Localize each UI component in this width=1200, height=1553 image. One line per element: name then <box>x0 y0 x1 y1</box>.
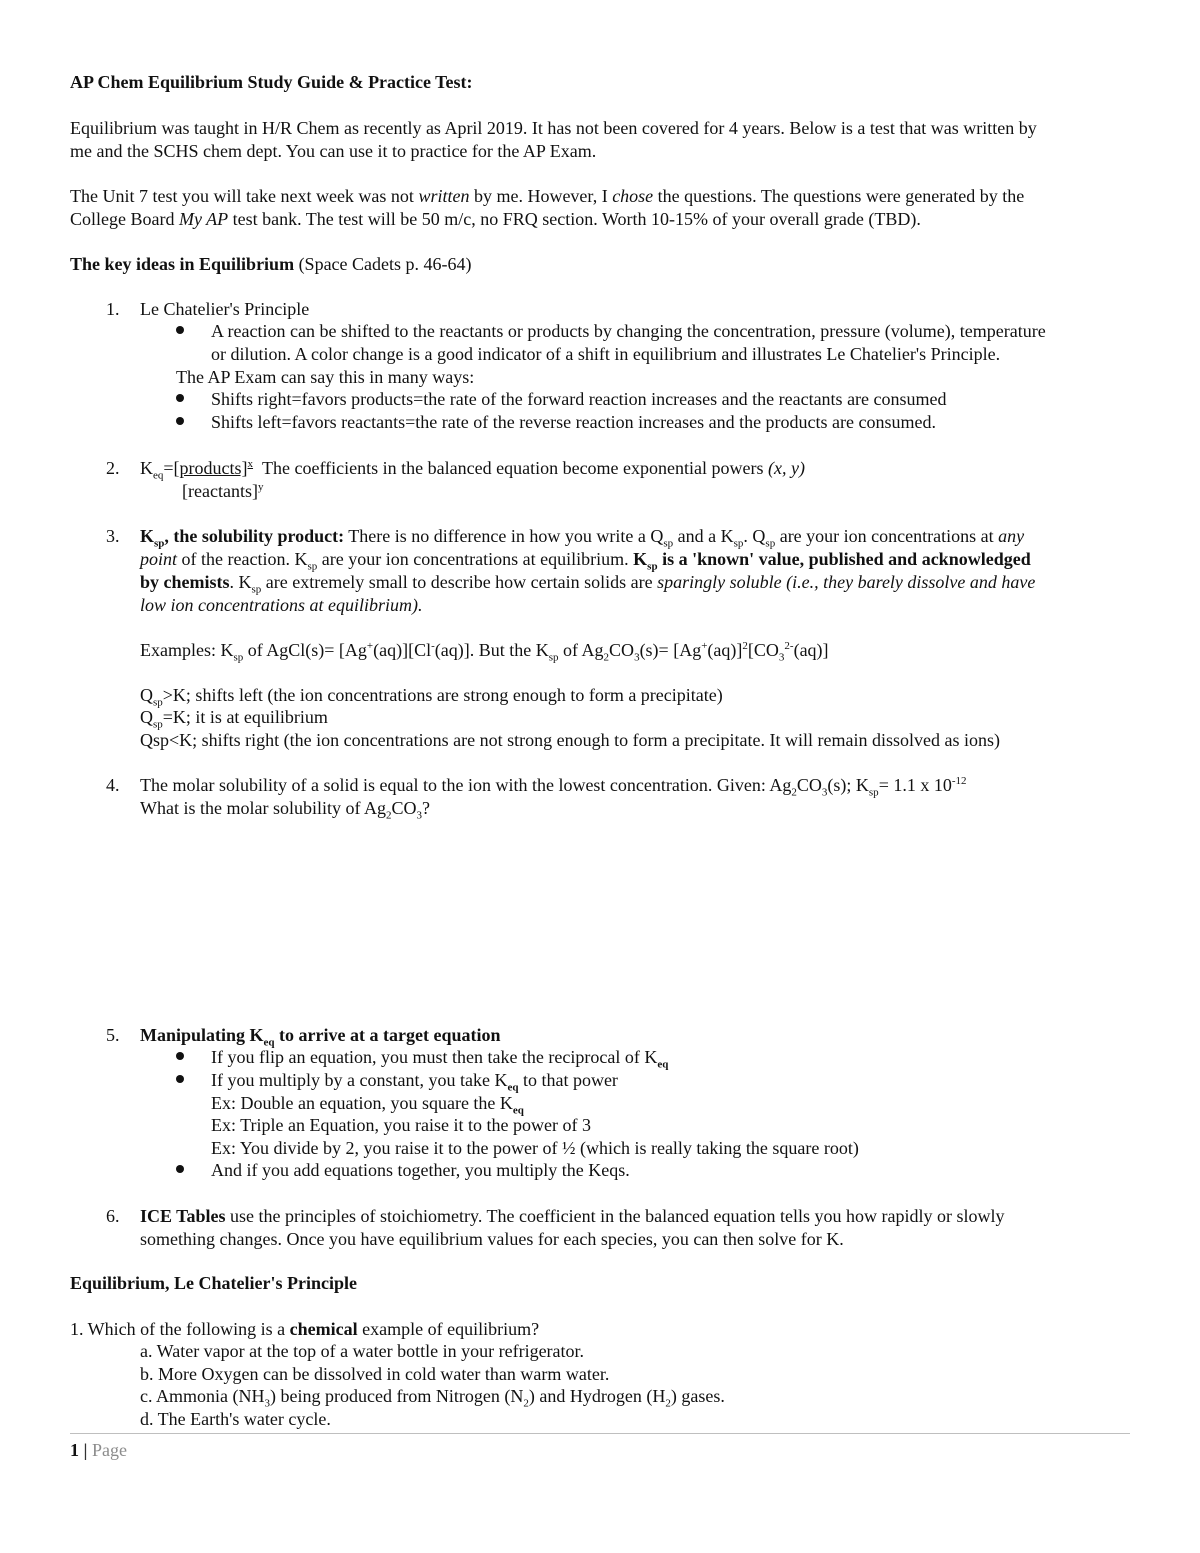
item-4-line-1: The molar solubility of a solid is equal to the ion with the lowest concentration. Given: $Ag_2CO_3(s)$; $K_{sp}= 1.1$ x $10^{-12}$ <box>140 775 967 799</box>
question-1-choice-d: d. The Earth's water cycle. <box>140 1409 331 1429</box>
item-2-number: 2. <box>106 458 120 478</box>
item-1-title: Le Chatelier's Principle <box>140 299 310 319</box>
item-2-keq-formula: $K_{eq}=[products]^x$ The coefficients in the balanced equation become exponential powers (x, y) <box>140 458 805 482</box>
item-5-bullet-2: If you multiply by a constant, you take $K_{eq}$ to that power <box>211 1070 618 1094</box>
item-3-line-1: $K_{sp}$, the solubility product: There is no difference in how you write a $Q_{sp}$ and a $K_{sp}$. $Q_{sp}$ are your ion concentrations at any <box>140 526 1025 550</box>
bullet-icon <box>176 1075 184 1083</box>
item-5-bullet-1: If you flip an equation, you must then take the reciprocal of $K_{eq}$ <box>211 1047 669 1071</box>
intro-paragraph-2-line-1: The Unit 7 test you will take next week was not written by me. However, I chose the questions. The questions were generated by the <box>70 186 1025 206</box>
intro-paragraph-1-line-1: Equilibrium was taught in H/R Chem as recently as April 2019. It has not been covered for 4 years. Below is a test that was written by <box>70 118 1037 138</box>
document-title: AP Chem Equilibrium Study Guide & Practice Test: <box>70 72 473 92</box>
intro-paragraph-2-line-2: College Board My AP test bank. The test will be 50 m/c, no FRQ section. Worth 10-15% of your overall grade (TBD). <box>70 209 921 229</box>
item-1-bullet-1-line-2: or dilution. A color change is a good indicator of a shift in equilibrium and illustrates Le Chatelier's Principle. <box>211 344 1001 364</box>
question-1-choice-a: a. Water vapor at the top of a water bottle in your refrigerator. <box>140 1341 585 1361</box>
item-3-line-3: by chemists. $K_{sp}$ are extremely small to describe how certain solids are sparingly soluble (i.e., they barely dissolve and have <box>140 572 1036 596</box>
bullet-icon <box>176 1165 184 1173</box>
bullet-icon <box>176 326 184 334</box>
intro-paragraph-1-line-2: me and the SCHS chem dept. You can use it to practice for the AP Exam. <box>70 141 597 161</box>
item-1-bullet-1-line-1: A reaction can be shifted to the reactants or products by changing the concentration, pressure (volume), temperature <box>211 321 1046 341</box>
item-5-title: Manipulating $K_{eq}$ to arrive at a target equation <box>140 1025 501 1049</box>
item-5-example-1: Ex: Double an equation, you square the $K_{eq}$ <box>211 1093 524 1117</box>
item-3-line-2: point of the reaction. $K_{sp}$ are your ion concentrations at equilibrium. $K_{sp}$ is a 'known' value, published and acknowledged <box>140 549 1031 573</box>
item-1-ap-exam-line: The AP Exam can say this in many ways: <box>176 367 475 387</box>
item-3-number: 3. <box>106 526 120 546</box>
item-1-bullet-2: Shifts right=favors products=the rate of the forward reaction increases and the reactants are consumed <box>211 389 947 409</box>
question-1-choice-b: b. More Oxygen can be dissolved in cold water than warm water. <box>140 1364 610 1384</box>
item-3-examples: Examples: $K_{sp}$ of AgCl(s)= [Ag+(aq)][Cl-(aq)]. But the $K_{sp}$ of $Ag_2CO_3(s)= [Ag^+(aq)]^2[CO_3^{2-}(aq)]$ <box>140 640 829 664</box>
item-1-bullet-3: Shifts left=favors reactants=the rate of the reverse reaction increases and the products are consumed. <box>211 412 937 432</box>
item-5-bullet-3: And if you add equations together, you multiply the Keqs. <box>211 1160 630 1180</box>
item-3-qsp-equal: $Q_{sp}=K$; it is at equilibrium <box>140 707 328 731</box>
item-3-line-4: low ion concentrations at equilibrium). <box>140 595 423 615</box>
item-3-qsp-greater: $Q_{sp}>K$; shifts left (the ion concentrations are strong enough to form a precipitate) <box>140 685 723 709</box>
item-3-qsp-less: Qsp<K; shifts right (the ion concentrations are not strong enough to form a precipitate. It will remain dissolved as ions) <box>140 730 1000 750</box>
item-6-line-2: something changes. Once you have equilibrium values for each species, you can then solve for K. <box>140 1229 844 1249</box>
key-ideas-heading: The key ideas in Equilibrium (Space Cadets p. 46-64) <box>70 254 472 274</box>
item-4-number: 4. <box>106 775 120 795</box>
item-4-line-2: What is the molar solubility of $Ag_2CO_3$? <box>140 798 430 822</box>
bullet-icon <box>176 394 184 402</box>
item-6-line-1: ICE Tables use the principles of stoichiometry. The coefficient in the balanced equation tells you how rapidly or slowly <box>140 1206 1005 1226</box>
item-6-number: 6. <box>106 1206 120 1226</box>
item-5-example-2: Ex: Triple an Equation, you raise it to the power of 3 <box>211 1115 591 1135</box>
page-footer: 1 | Page <box>70 1440 127 1460</box>
item-1-number: 1. <box>106 299 120 319</box>
item-5-number: 5. <box>106 1025 120 1045</box>
item-2-reactants: [reactants]$^y$ <box>182 481 264 501</box>
item-5-example-3: Ex: You divide by 2, you raise it to the power of ½ (which is really taking the square root) <box>211 1138 859 1158</box>
bullet-icon <box>176 417 184 425</box>
question-1-prompt: 1. Which of the following is a chemical example of equilibrium? <box>70 1319 540 1339</box>
question-1-choice-c: c. Ammonia $(NH_3)$ being produced from Nitrogen $(N_2)$ and Hydrogen $(H_2)$ gases. <box>140 1386 725 1410</box>
footer-divider <box>70 1433 1130 1434</box>
section-heading-le-chatelier: Equilibrium, Le Chatelier's Principle <box>70 1273 357 1293</box>
bullet-icon <box>176 1052 184 1060</box>
